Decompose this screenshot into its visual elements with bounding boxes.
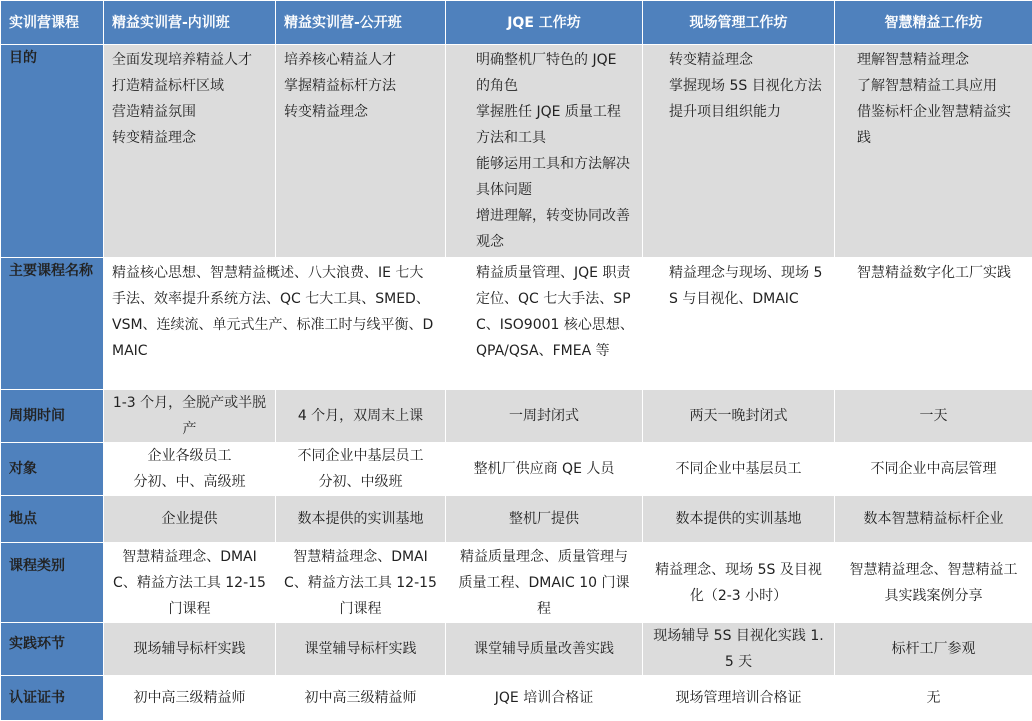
audience-cell <box>104 443 276 496</box>
audience-cell <box>835 443 1032 496</box>
practice-cell: 标杆工厂参观 <box>835 623 1032 676</box>
purpose-line: 培养核心精益人才 <box>284 47 437 73</box>
row-course-category <box>1 543 1032 623</box>
practice-cell: 课堂辅导质量改善实践 <box>446 623 643 676</box>
certificate-cell: 现场管理培训合格证 <box>643 676 835 721</box>
course-category-cell: 精益理念、现场 5S 及目视化（2-3 小时） <box>643 543 835 623</box>
purpose-cell <box>446 45 643 258</box>
purpose-line: 转变精益理念 <box>669 47 826 73</box>
row-label-certificate: 认证证书 <box>1 676 104 721</box>
row-label-course-category: 课程类别 <box>1 543 104 623</box>
course-category-cell: 智慧精益理念、DMAIC、精益方法工具 12-15 门课程 <box>276 543 446 623</box>
main-courses-cell: 精益理念与现场、现场 5S 与目视化、DMAIC <box>643 258 835 390</box>
purpose-line: 转变精益理念 <box>112 125 267 151</box>
header-col-jqe-workshop: JQE 工作坊 <box>446 1 643 45</box>
header-col-lean-public: 精益实训营-公开班 <box>276 1 446 45</box>
audience-line: 分初、中、高级班 <box>112 469 267 495</box>
header-col-smart-lean: 智慧精益工作坊 <box>835 1 1032 45</box>
purpose-line: 理解智慧精益理念 <box>857 47 1024 73</box>
location-cell: 整机厂提供 <box>446 496 643 543</box>
row-practice <box>1 623 1032 676</box>
purpose-line: 增进理解，转变协同改善观念 <box>476 203 634 255</box>
certificate-cell: 初中高三级精益师 <box>276 676 446 721</box>
row-label-purpose: 目的 <box>1 45 104 258</box>
purpose-line: 打造精益标杆区域 <box>112 73 267 99</box>
practice-cell: 课堂辅导标杆实践 <box>276 623 446 676</box>
certificate-cell: JQE 培训合格证 <box>446 676 643 721</box>
row-purpose <box>1 45 1032 258</box>
main-courses-cell: 精益核心思想、智慧精益概述、八大浪费、IE 七大手法、效率提升系统方法、QC 七大工具、SMED、VSM、连续流、单元式生产、标准工时与线平衡、DMAIC <box>104 258 446 390</box>
purpose-cell <box>643 45 835 258</box>
purpose-line: 营造精益氛围 <box>112 99 267 125</box>
audience-cell <box>643 443 835 496</box>
course-category-cell: 智慧精益理念、智慧精益工具实践案例分享 <box>835 543 1032 623</box>
duration-cell: 一天 <box>835 390 1032 443</box>
audience-cell <box>276 443 446 496</box>
header-col-lean-inhouse: 精益实训营-内训班 <box>104 1 276 45</box>
audience-line: 企业各级员工 <box>112 443 267 469</box>
practice-cell: 现场辅导标杆实践 <box>104 623 276 676</box>
audience-line: 整机厂供应商 QE 人员 <box>454 456 634 482</box>
purpose-line: 了解智慧精益工具应用 <box>857 73 1024 99</box>
duration-cell: 一周封闭式 <box>446 390 643 443</box>
duration-cell: 1-3 个月，全脱产或半脱产 <box>104 390 276 443</box>
course-category-cell: 精益质量理念、质量管理与质量工程、DMAIC 10 门课程 <box>446 543 643 623</box>
row-label-practice: 实践环节 <box>1 623 104 676</box>
purpose-line: 借鉴标杆企业智慧精益实践 <box>857 99 1024 151</box>
audience-line: 不同企业中基层员工 <box>651 456 826 482</box>
main-courses-cell: 精益质量管理、JQE 职责定位、QC 七大手法、SPC、ISO9001 核心思想、QPA/QSA、FMEA 等 <box>446 258 643 390</box>
purpose-line: 能够运用工具和方法解决具体问题 <box>476 151 634 203</box>
certificate-cell: 初中高三级精益师 <box>104 676 276 721</box>
purpose-line: 掌握精益标杆方法 <box>284 73 437 99</box>
practice-cell: 现场辅导 5S 目视化实践 1.5 天 <box>643 623 835 676</box>
location-cell: 企业提供 <box>104 496 276 543</box>
main-courses-cell: 智慧精益数字化工厂实践 <box>835 258 1032 390</box>
location-cell: 数本智慧精益标杆企业 <box>835 496 1032 543</box>
course-category-cell: 智慧精益理念、DMAIC、精益方法工具 12-15 门课程 <box>104 543 276 623</box>
audience-line: 不同企业中高层管理 <box>843 456 1024 482</box>
header-row <box>1 1 1032 45</box>
purpose-line: 转变精益理念 <box>284 99 437 125</box>
purpose-line: 明确整机厂特色的 JQE 的角色 <box>476 47 634 99</box>
purpose-line: 全面发现培养精益人才 <box>112 47 267 73</box>
location-cell: 数本提供的实训基地 <box>276 496 446 543</box>
purpose-line: 掌握胜任 JQE 质量工程方法和工具 <box>476 99 634 151</box>
row-label-main-courses: 主要课程名称 <box>1 258 104 390</box>
duration-cell: 两天一晚封闭式 <box>643 390 835 443</box>
purpose-cell <box>104 45 276 258</box>
row-main-courses <box>1 258 1032 390</box>
audience-cell <box>446 443 643 496</box>
purpose-line: 掌握现场 5S 目视化方法 <box>669 73 826 99</box>
purpose-cell <box>276 45 446 258</box>
location-cell: 数本提供的实训基地 <box>643 496 835 543</box>
row-audience <box>1 443 1032 496</box>
row-label-audience: 对象 <box>1 443 104 496</box>
certificate-cell: 无 <box>835 676 1032 721</box>
audience-line: 不同企业中基层员工 <box>284 443 437 469</box>
header-col-onsite-management: 现场管理工作坊 <box>643 1 835 45</box>
row-certificate <box>1 676 1032 721</box>
row-label-duration: 周期时间 <box>1 390 104 443</box>
header-row-label: 实训营课程 <box>1 1 104 45</box>
row-location <box>1 496 1032 543</box>
duration-cell: 4 个月，双周末上课 <box>276 390 446 443</box>
audience-line: 分初、中级班 <box>284 469 437 495</box>
row-label-location: 地点 <box>1 496 104 543</box>
purpose-line: 提升项目组织能力 <box>669 99 826 125</box>
row-duration <box>1 390 1032 443</box>
purpose-cell <box>835 45 1032 258</box>
